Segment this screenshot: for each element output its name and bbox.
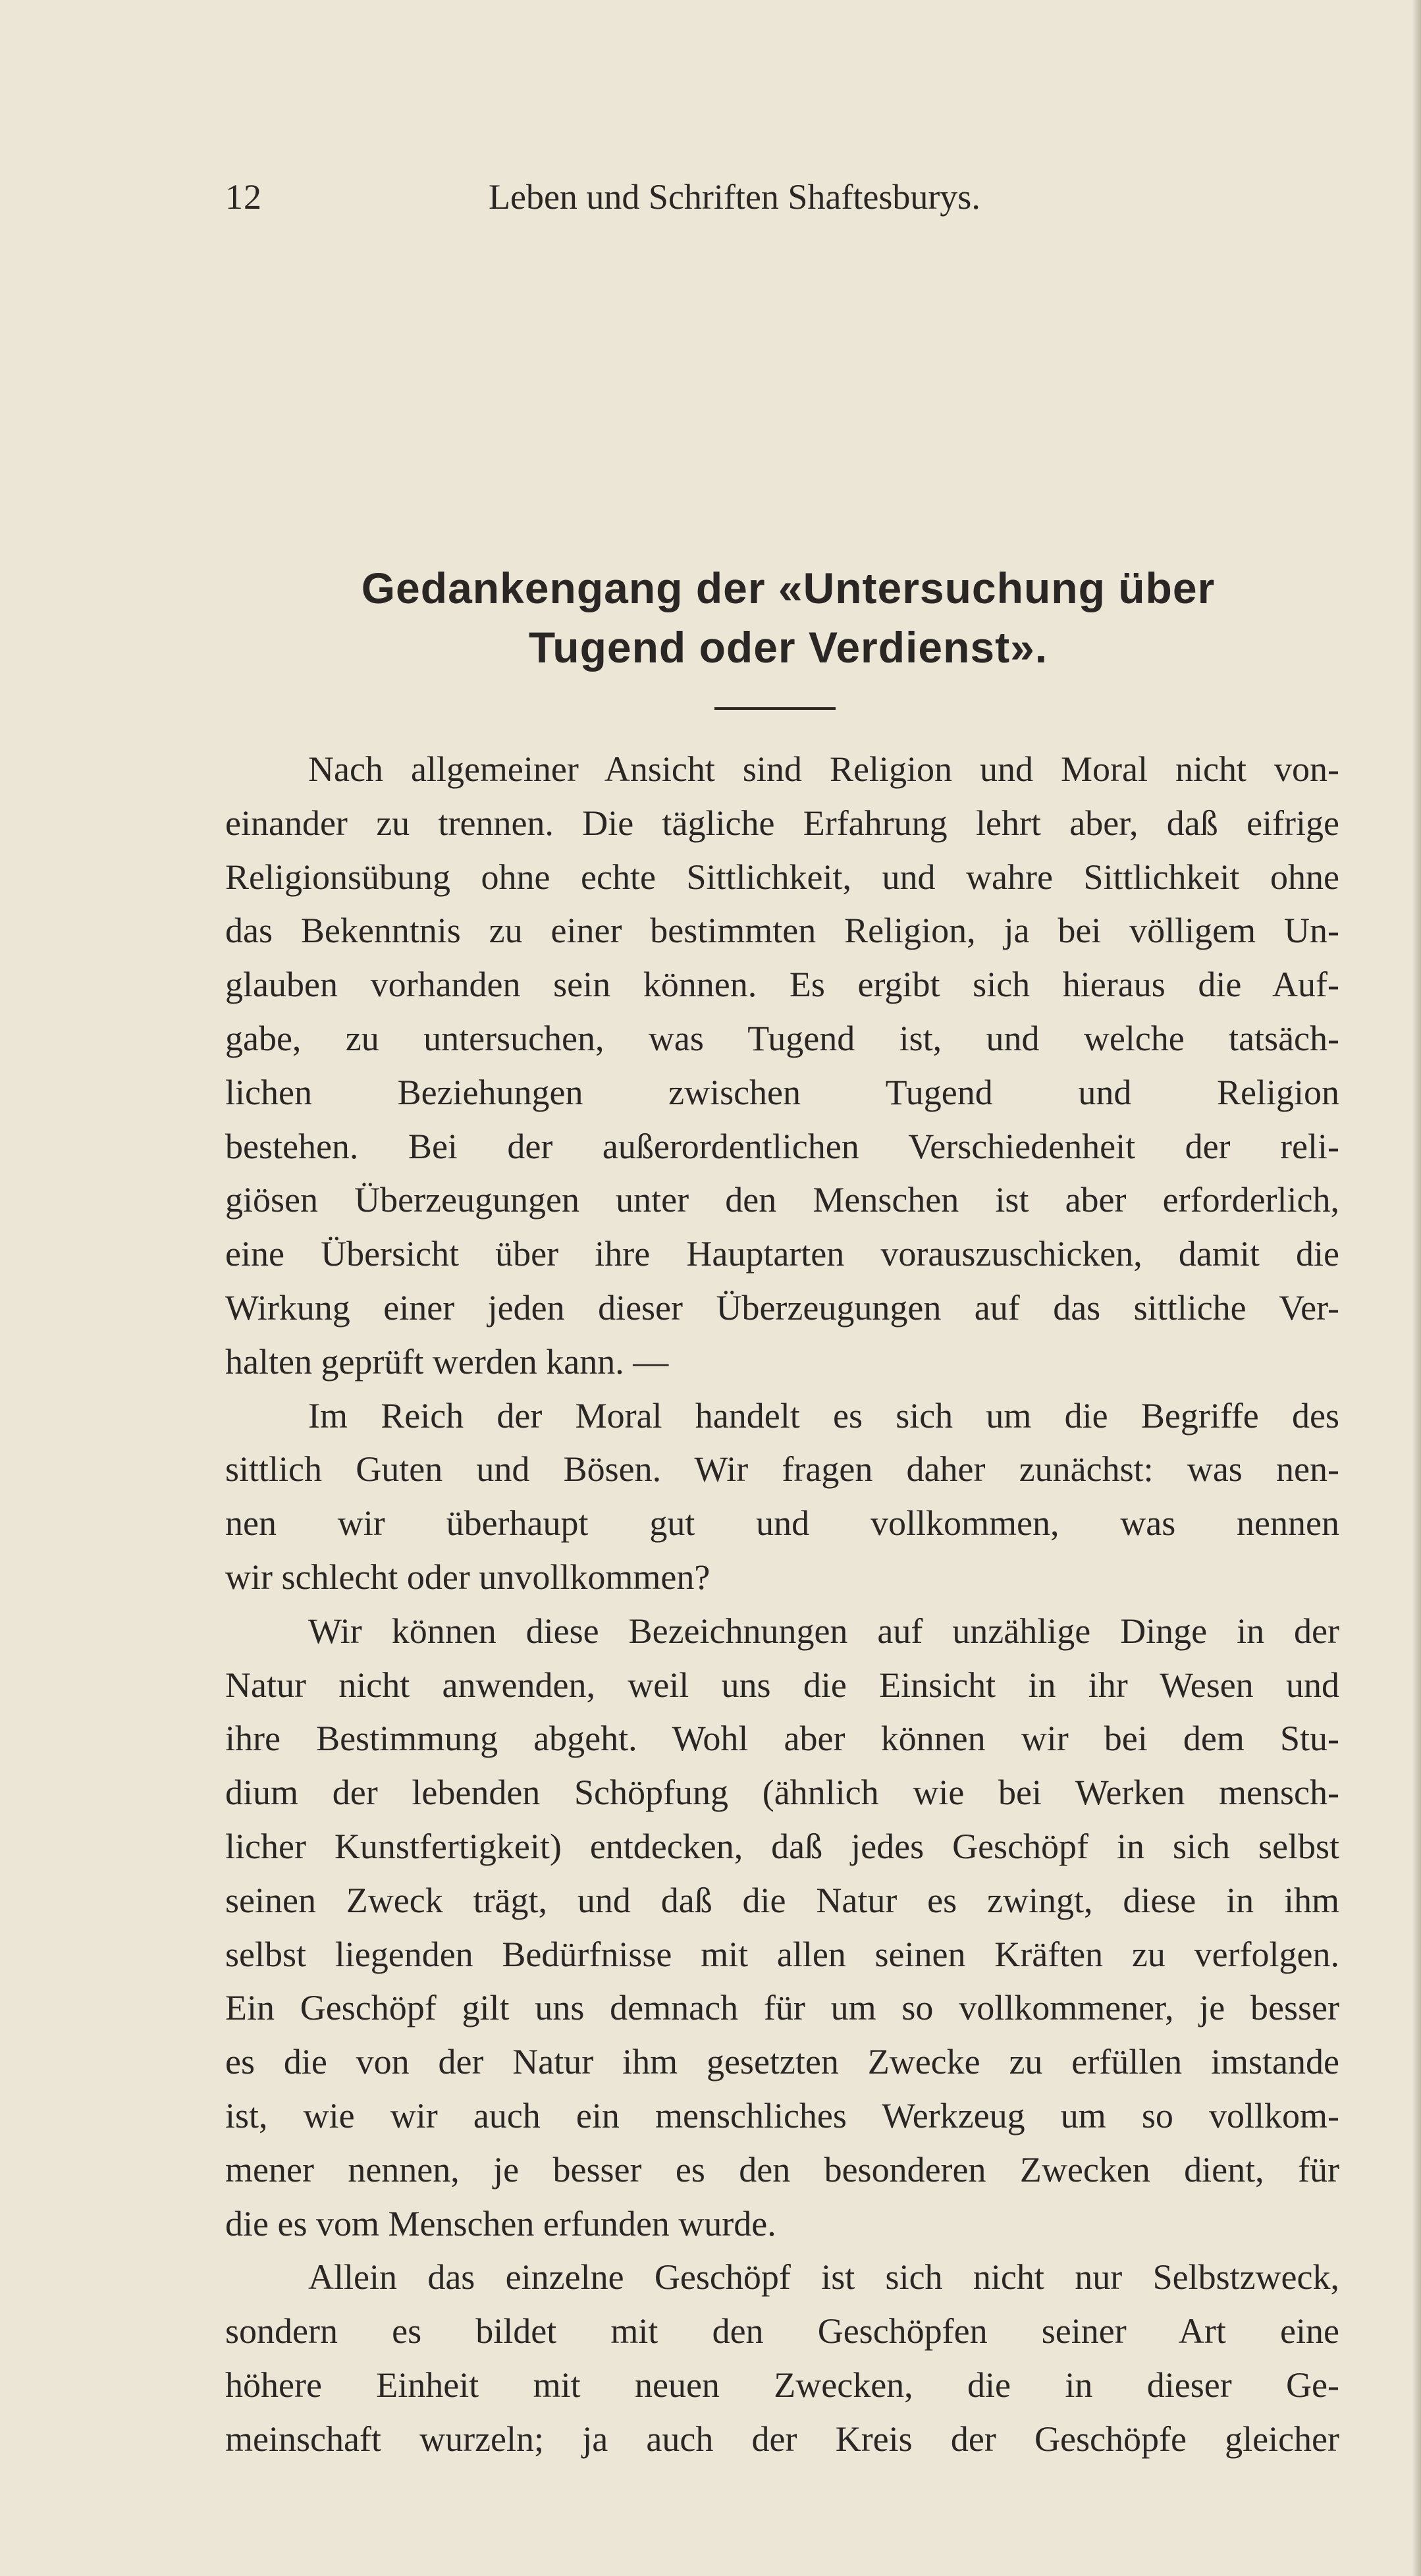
text-line: bestehen. Bei der außerordentlichen Verschiedenheit der reli- — [225, 1126, 1339, 1166]
page-number: 12 — [225, 177, 262, 217]
text-line: meinschaft wurzeln; ja auch der Kreis der Geschöpfe gleicher — [225, 2419, 1339, 2459]
text-line: giösen Überzeugungen unter den Menschen ist aber erforderlich, — [225, 1180, 1339, 1220]
text-line: Ein Geschöpf gilt uns demnach für um so vollkommener, je besser — [225, 1988, 1339, 2028]
text-line: halten geprüft werden kann. — — [225, 1341, 669, 1382]
text-line: wir schlecht oder unvollkommen? — [225, 1557, 710, 1597]
text-line: das Bekenntnis zu einer bestimmten Religion, ja bei völligem Un- — [225, 911, 1339, 951]
text-line: dium der lebenden Schöpfung (ähnlich wie bei Werken mensch- — [225, 1773, 1339, 1813]
text-line: Wir können diese Bezeichnungen auf unzählige Dinge in der — [308, 1611, 1339, 1651]
text-line: es die von der Natur ihm gesetzten Zwecke zu erfüllen imstande — [225, 2042, 1339, 2082]
text-line: Wirkung einer jeden dieser Überzeugungen auf das sittliche Ver- — [225, 1287, 1339, 1328]
body-text — [225, 743, 1339, 2467]
text-line: Nach allgemeiner Ansicht sind Religion und Moral nicht von- — [308, 749, 1339, 789]
text-line: ihre Bestimmung abgeht. Wohl aber können wir bei dem Stu- — [225, 1719, 1339, 1759]
section-heading-line-1: Gedankengang der «Untersuchung über — [361, 564, 1216, 612]
text-line: sondern es bildet mit den Geschöpfen seiner Art eine — [225, 2311, 1339, 2351]
text-line: licher Kunstfertigkeit) entdecken, daß jedes Geschöpf in sich selbst — [225, 1826, 1339, 1866]
text-line: Allein das einzelne Geschöpf ist sich nicht nur Selbstzweck, — [308, 2257, 1339, 2297]
text-line: nen wir überhaupt gut und vollkommen, was nennen — [225, 1503, 1339, 1543]
text-line: Im Reich der Moral handelt es sich um die Begriffe des — [308, 1395, 1339, 1436]
running-header — [225, 176, 1351, 223]
text-line: glauben vorhanden sein können. Es ergibt sich hieraus die Auf- — [225, 965, 1339, 1005]
page-edge-shadow — [1412, 0, 1421, 2576]
section-heading-line-2: Tugend oder Verdienst». — [528, 623, 1048, 672]
heading-divider — [714, 707, 836, 710]
text-line: die es vom Menschen erfunden wurde. — [225, 2203, 776, 2243]
text-line: sittlich Guten und Bösen. Wir fragen daher zunächst: was nen- — [225, 1449, 1339, 1489]
text-line: ist, wie wir auch ein menschliches Werkzeug um so vollkom- — [225, 2095, 1339, 2135]
running-title: Leben und Schriften Shaftesburys. — [489, 177, 980, 217]
text-line: gabe, zu untersuchen, was Tugend ist, und welche tatsäch- — [225, 1018, 1339, 1058]
text-line: einander zu trennen. Die tägliche Erfahrung lehrt aber, daß eifrige — [225, 803, 1339, 843]
section-heading — [225, 558, 1351, 677]
text-line: höhere Einheit mit neuen Zwecken, die in dieser Ge- — [225, 2365, 1339, 2405]
text-line: seinen Zweck trägt, und daß die Natur es zwingt, diese in ihm — [225, 1880, 1339, 1920]
text-line: selbst liegenden Bedürfnisse mit allen seinen Kräften zu verfolgen. — [225, 1934, 1339, 1974]
text-line: lichen Beziehungen zwischen Tugend und Religion — [225, 1072, 1339, 1112]
text-line: mener nennen, je besser es den besonderen Zwecken dient, für — [225, 2149, 1339, 2189]
text-line: Religionsübung ohne echte Sittlichkeit, und wahre Sittlichkeit ohne — [225, 857, 1339, 897]
text-line: Natur nicht anwenden, weil uns die Einsicht in ihr Wesen und — [225, 1665, 1339, 1705]
text-line: eine Übersicht über ihre Hauptarten vorauszuschicken, damit die — [225, 1234, 1339, 1274]
